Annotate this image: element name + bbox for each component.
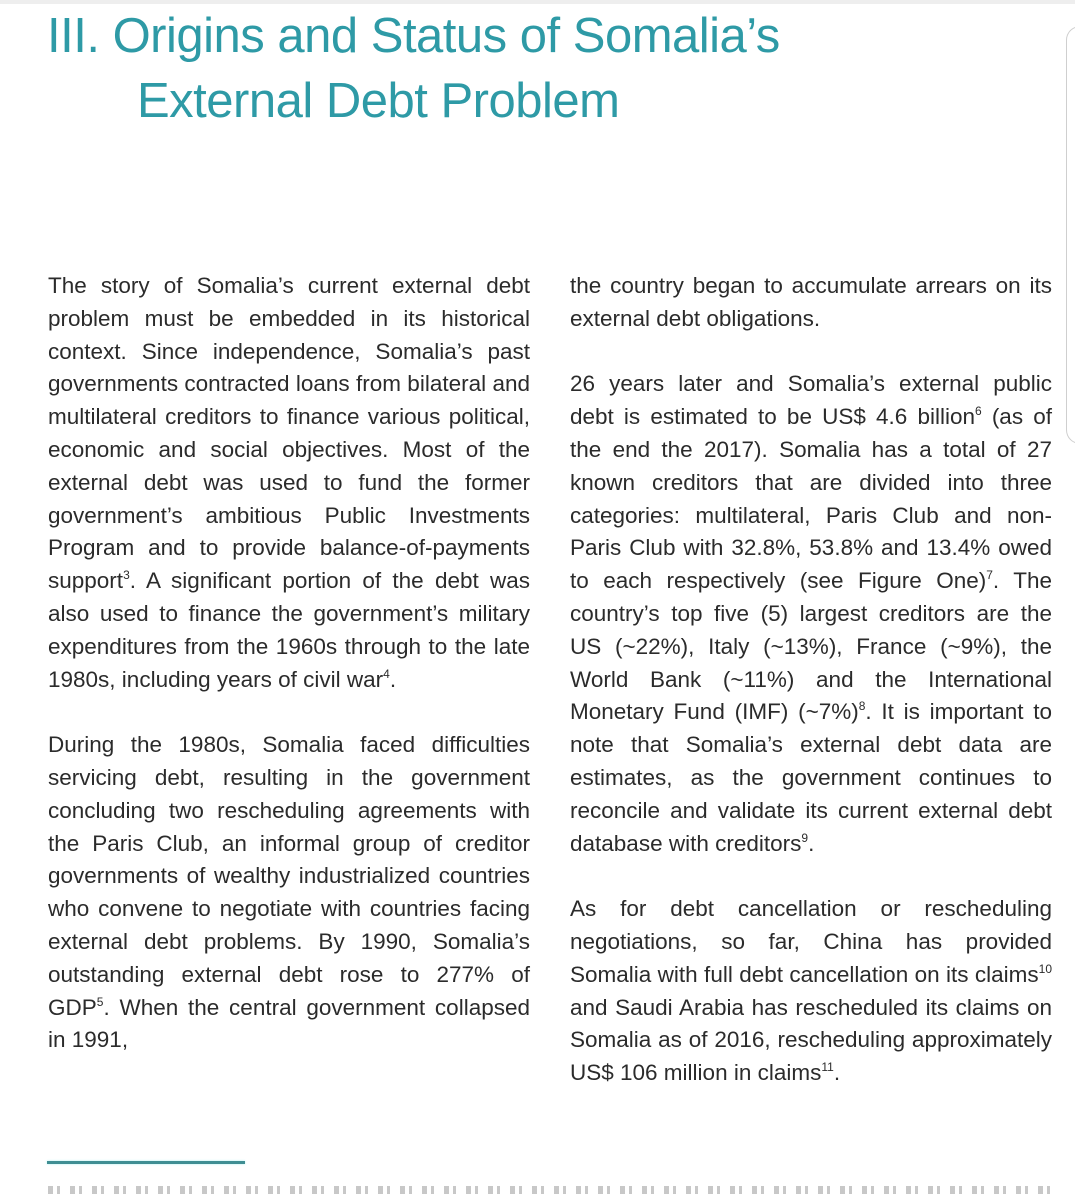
paragraph-text: . The country’s top five (5) largest creditors are the US (~22%), Italy (~13%), France (~9%), the World Bank (~11%) and the International Monetary Fund (IMF) (~7%): [570, 568, 1052, 725]
paragraph-text: .: [389, 666, 397, 692]
footnotes-cut-off: [48, 1186, 1058, 1194]
footnote-ref[interactable]: 6: [974, 404, 982, 419]
footnote-ref[interactable]: 10: [1038, 961, 1052, 976]
paragraph-current-debt-status: [570, 368, 1052, 860]
section-title-line-2: External Debt Problem: [137, 74, 620, 128]
right-column: [570, 270, 1052, 1123]
section-title: [47, 4, 780, 134]
footnote-ref[interactable]: 3: [123, 568, 130, 583]
footnote-ref[interactable]: 7: [986, 568, 993, 583]
paragraph-text: (as of the end the 2017). Somalia has a total of 27 known creditors that are divided into three categories: multilateral, Paris Club and non-Paris Club with 32.8%, 53.8% and 13.4% owed to each respectively (see Figure One): [570, 404, 1052, 594]
left-column: [48, 270, 530, 1090]
paragraph-text: . A significant portion of the debt was also used to finance the government’s military expenditures from the 1960s through to the late 1980s, including years of civil war: [48, 568, 530, 692]
paragraph-text: . It is important to note that Somalia’s external debt data are estimates, as the government continues to reconcile and validate its current external debt database with creditors: [570, 699, 1052, 856]
footnote-ref[interactable]: 8: [858, 699, 866, 714]
paragraph-text: The story of Somalia’s current external debt problem must be embedded in its historical context. Since independence, Somalia’s past governments contracted loans from bilateral and multilateral creditors to finance various political, economic and social objectives. Most of the external debt was used to fund the former government’s ambitious Public Investments Program and to provide balance-of-payments support: [48, 273, 530, 594]
side-panel-edge-handle[interactable]: [1066, 26, 1075, 444]
paragraph-text: and Saudi Arabia has rescheduled its claims on Somalia as of 2016, rescheduling approximately US$ 106 million in claims: [570, 994, 1052, 1086]
section-title-line-1: III. Origins and Status of Somalia’s: [47, 9, 780, 63]
paragraph-cancellation-rescheduling: [570, 893, 1052, 1090]
paragraph-text: As for debt cancellation or rescheduling negotiations, so far, China has provided Somalia with full debt cancellation on its claims: [570, 896, 1052, 987]
paragraph-arrears: [570, 270, 1052, 336]
paragraph-text: .: [808, 830, 815, 856]
footnote-ref[interactable]: 5: [96, 994, 104, 1009]
footnote-ref[interactable]: 9: [801, 830, 809, 845]
footnote-ref[interactable]: 11: [821, 1060, 834, 1075]
footnote-divider: [47, 1161, 245, 1164]
paragraph-text: the country began to accumulate arrears on its external debt obligations.: [570, 273, 1052, 331]
paragraph-text: .: [833, 1060, 841, 1086]
paragraph-1980s-difficulties: [48, 729, 530, 1057]
paragraph-text: During the 1980s, Somalia faced difficulties servicing debt, resulting in the government concluding two rescheduling agreements with the Paris Club, an informal group of creditor governments of wealthy industrialized countries who convene to negotiate with countries facing external debt problems. By 1990, Somalia’s outstanding external debt rose to 277% of GDP: [48, 732, 530, 1020]
footnote-ref[interactable]: 4: [383, 666, 390, 681]
paragraph-text: 26 years later and Somalia’s external public debt is estimated to be US$ 4.6 billion: [570, 371, 1052, 430]
paragraph-text: . When the central government collapsed in 1991,: [48, 994, 530, 1053]
footnote-text-truncated: [48, 1186, 1058, 1194]
paragraph-historical-context: [48, 270, 530, 696]
